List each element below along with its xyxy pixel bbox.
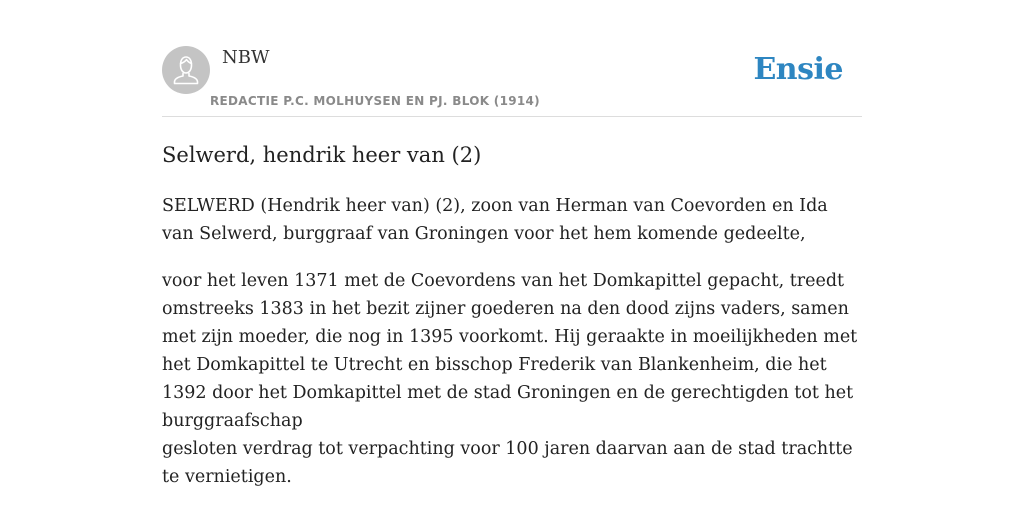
source-avatar[interactable] [162, 46, 210, 94]
article-header [162, 46, 862, 117]
article-paragraph: voor het leven 1371 met de Coevordens van het Domkapittel gepacht, treedt omstreeks 1383 in het bezit zijner goederen na den dood zijns vaders, samen met zijn moeder, die nog in 1395 voorkomt. Hij geraakte in moeilijkheden met het Domkapittel te Utrecht en bisschop Frederik van Blankenheim, die het 1392 door het Domkapittel met de stad Groningen en de gerechtigden tot het burggraafschap [162, 271, 858, 431]
user-silhouette-icon [162, 46, 210, 94]
brand-logo[interactable]: Ensie [753, 52, 843, 87]
page-title: Selwerd, hendrik heer van (2) [162, 143, 482, 167]
source-name[interactable]: NBW [222, 47, 270, 68]
article-paragraph: gesloten verdrag tot verpachting voor 100 jaren daarvan aan de stad trachtte te vernietigen. [162, 439, 853, 487]
source-editors: REDACTIE P.C. MOLHUYSEN EN PJ. BLOK (1914) [210, 94, 540, 108]
article-paragraph: SELWERD (Hendrik heer van) (2), zoon van Herman van Coevorden en Ida van Selwerd, burggraaf van Groningen voor het hem komende gedeelte, [162, 196, 828, 244]
